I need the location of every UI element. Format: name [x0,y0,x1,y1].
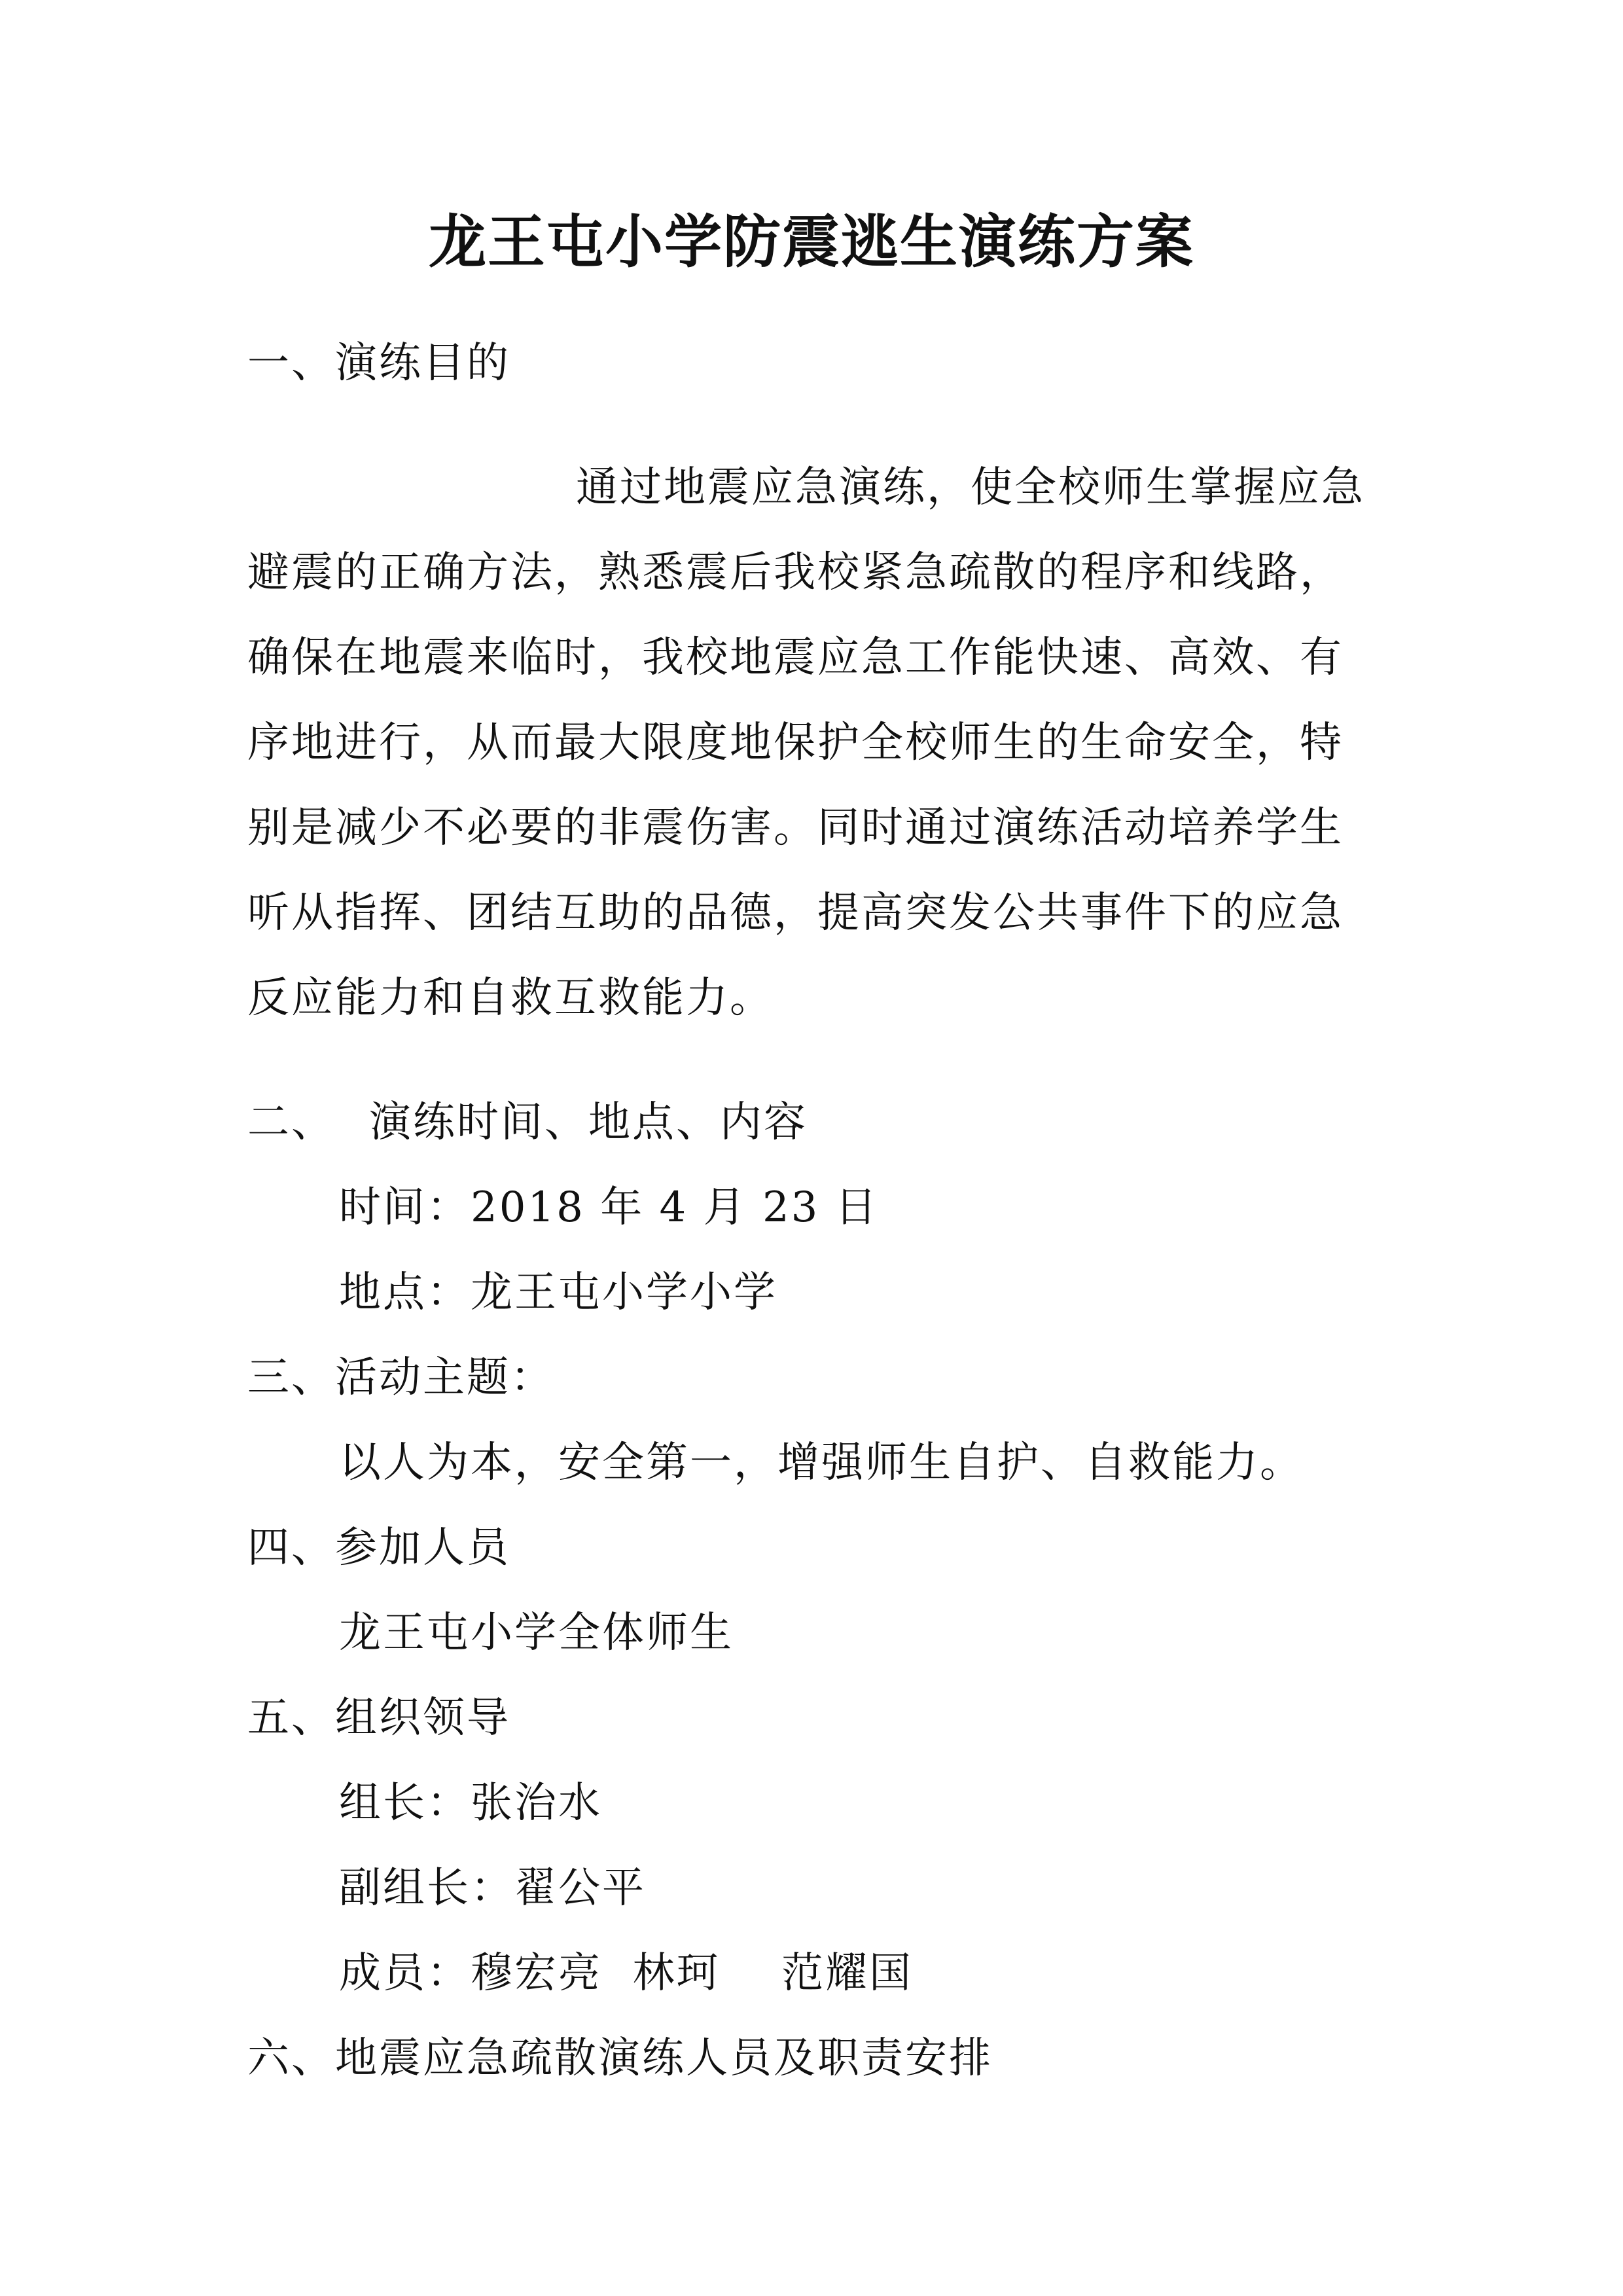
drill-place: 地点：龙王屯小学小学 [339,1268,777,1317]
participants: 龙王屯小学全体师生 [339,1609,734,1657]
group-members: 成员：穆宏亮 林珂 范耀国 [339,1949,914,1998]
activity-theme: 以人为本，安全第一，增强师生自护、自救能力。 [339,1439,1304,1487]
paragraph-line-3: 确保在地震来临时，我校地震应急工作能快速、高效、有 [247,634,1344,682]
section-3-heading: 三、活动主题： [247,1354,554,1402]
section-4-heading: 四、参加人员 [247,1524,510,1572]
deputy-leader: 副组长：翟公平 [339,1864,646,1912]
section-2-title: 演练时间、地点、内容 [369,1098,808,1147]
section-2-number: 二、 [247,1098,335,1147]
section-2-heading [247,1093,808,1152]
paragraph-line-4: 序地进行，从而最大限度地保护全校师生的生命安全，特 [247,719,1344,767]
group-leader: 组长：张治水 [339,1779,602,1827]
section-6-heading: 六、地震应急疏散演练人员及职责安排 [247,2034,993,2083]
document-title: 龙王屯小学防震逃生演练方案 [428,208,1194,276]
section-1-heading: 一、演练目的 [247,339,510,387]
paragraph-line-2: 避震的正确方法，熟悉震后我校紧急疏散的程序和线路， [247,548,1344,597]
paragraph-line-7: 反应能力和自救互救能力。 [247,974,774,1022]
paragraph-line-6: 听从指挥、团结互助的品德，提高突发公共事件下的应急 [247,889,1344,937]
drill-time: 时间：2018 年 4 月 23 日 [339,1183,879,1232]
section-5-heading: 五、组织领导 [247,1694,510,1742]
paragraph-line-5: 别是减少不必要的非震伤害。同时通过演练活动培养学生 [247,804,1344,852]
paragraph-line-1: 通过地震应急演练，使全校师生掌握应急 [576,463,1365,512]
